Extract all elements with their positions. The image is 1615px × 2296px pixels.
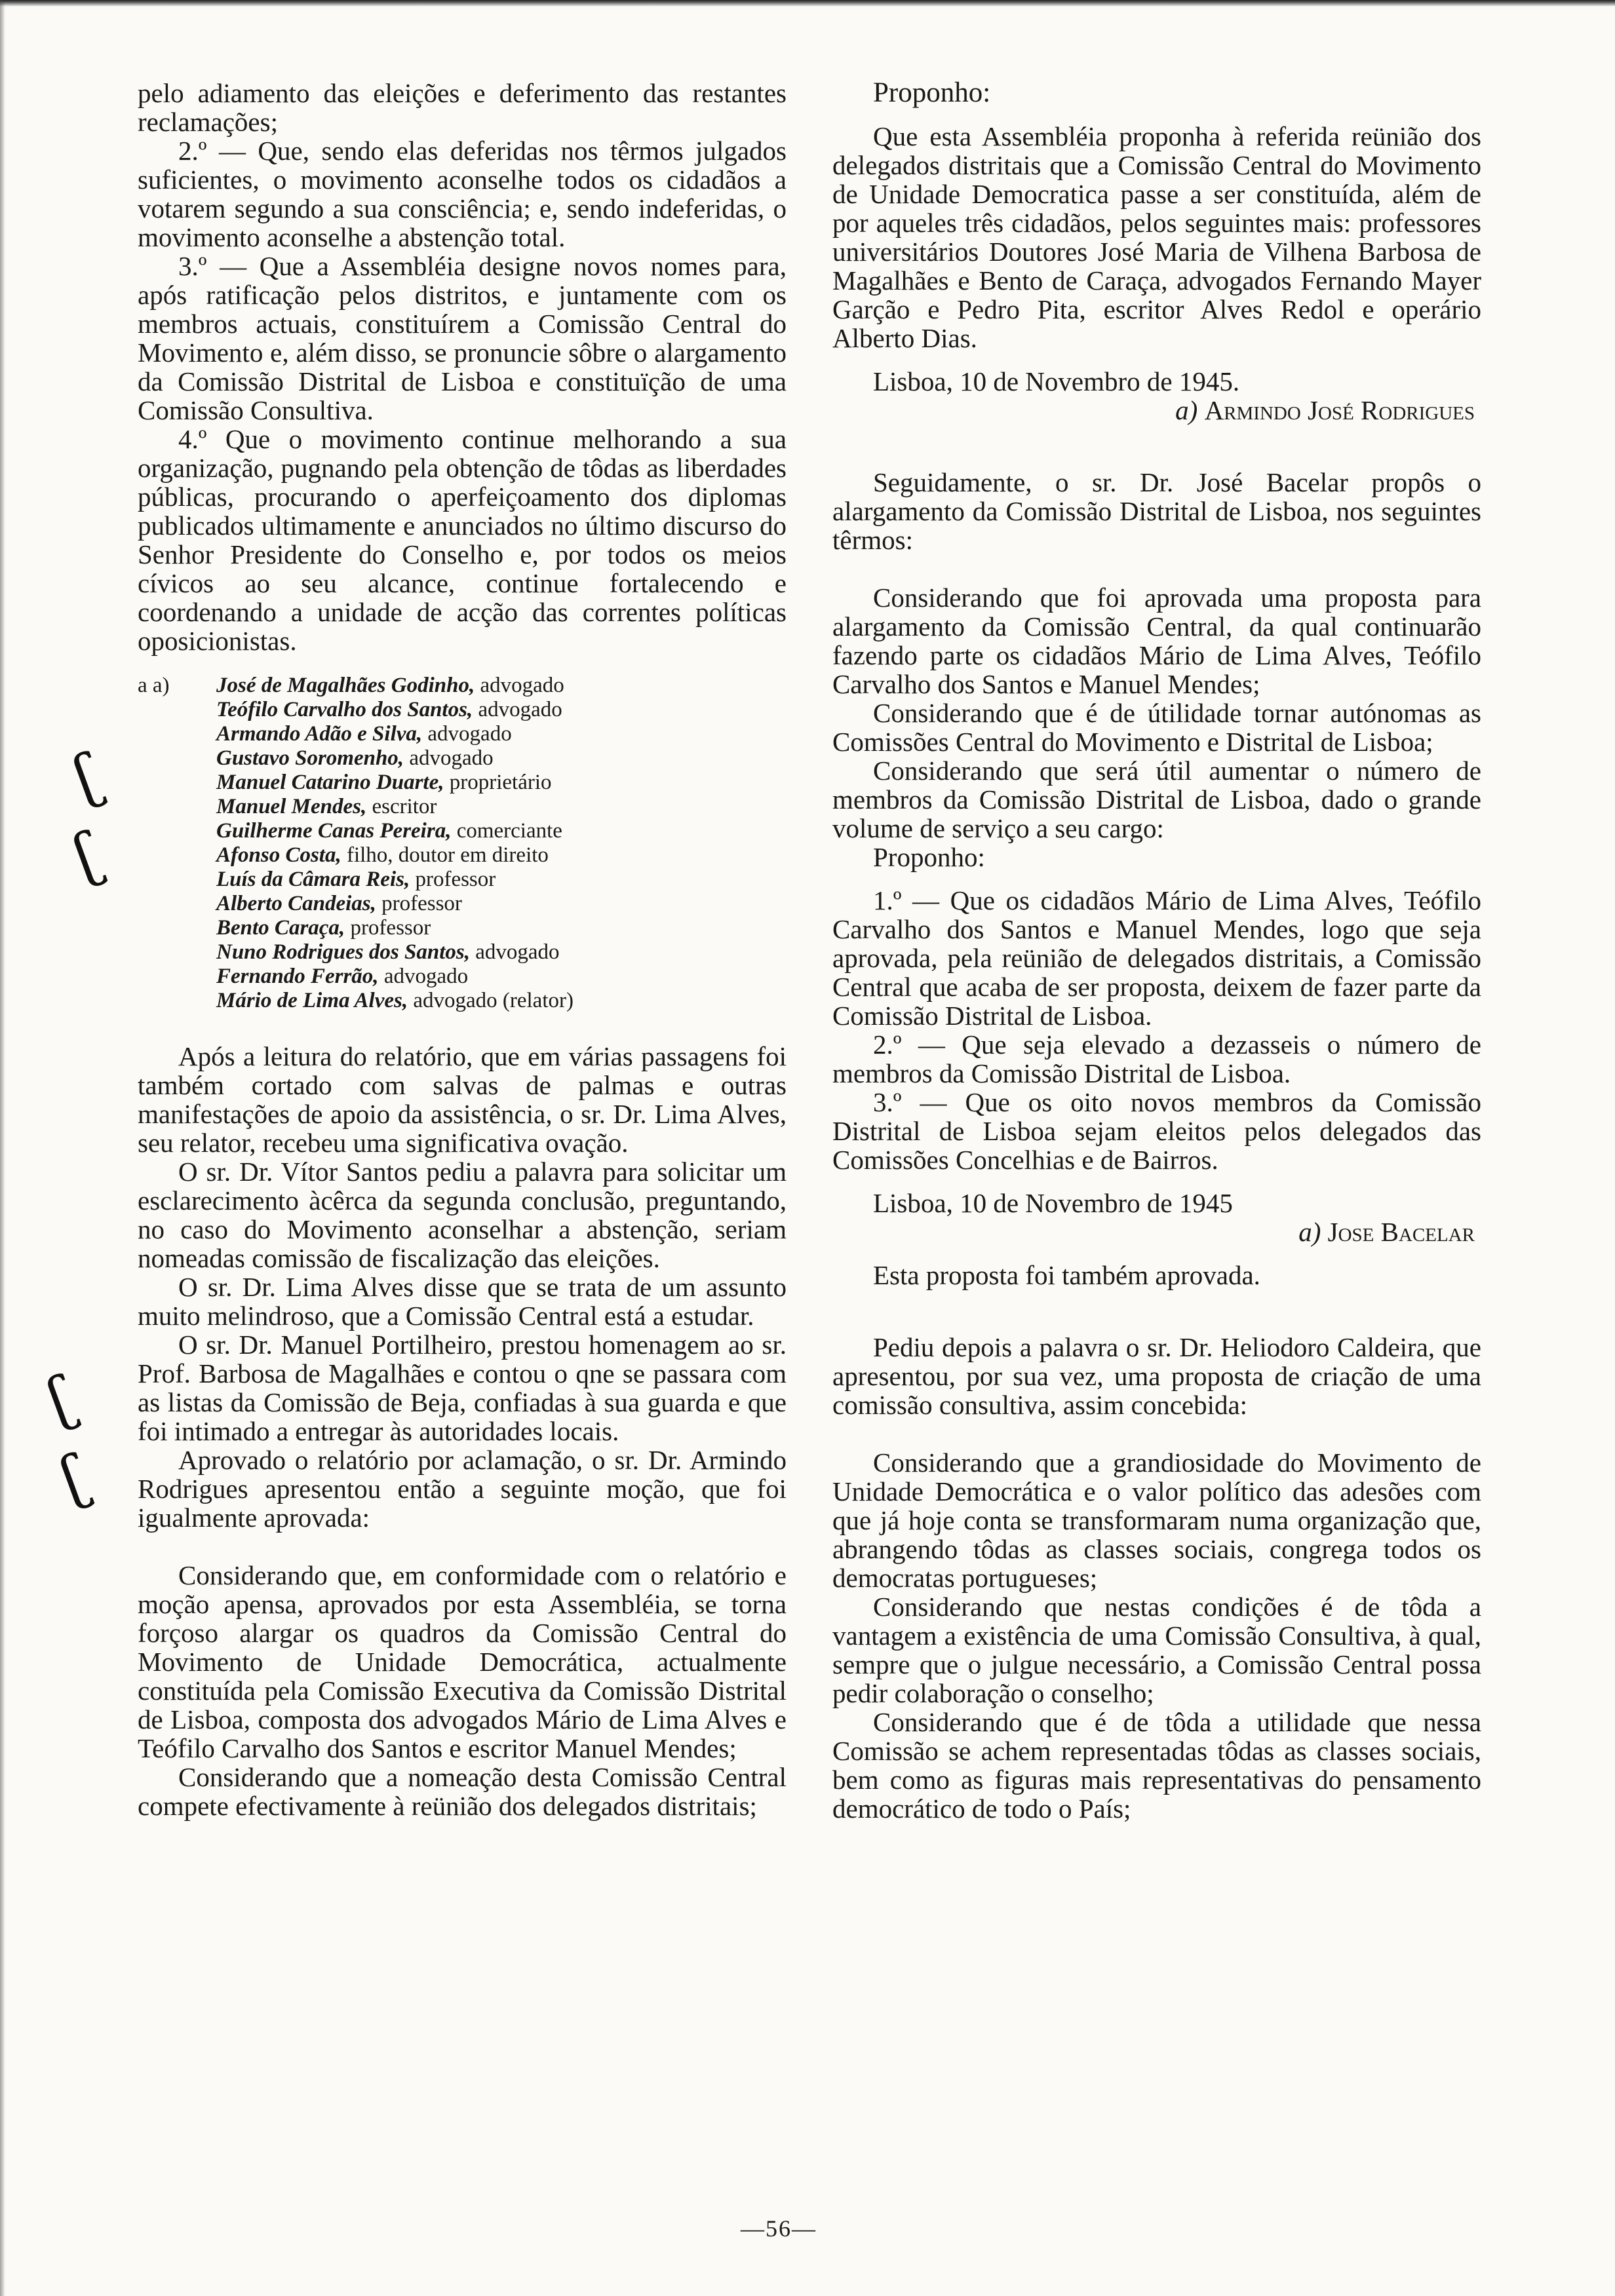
margin-mark: ʗ [38, 1362, 85, 1436]
signatory: Teófilo Carvalho dos Santos, advogado [216, 698, 562, 721]
date-line: Lisboa, 10 de Novembro de 1945. [873, 366, 1240, 396]
paragraph: Considerando que a nomeação desta Comissão Central compete efectivamente à reünião dos delegados distritais; [138, 1762, 787, 1821]
paragraph: O sr. Dr. Lima Alves disse que se trata de um assunto muito melindroso, que a Comissão Central está a estudar. [138, 1272, 787, 1331]
section-heading: Proponho: [873, 77, 991, 108]
paragraph: Considerando que a grandiosidade do Movimento de Unidade Democrática e o valor político das adesões com que já hoje conta se transformaram numa organização que, abrangendo tôdas as classes sociais, congrega todos os democratas portugueses; [832, 1447, 1481, 1593]
paragraph: 1.º — Que os cidadãos Mário de Lima Alves, Teófilo Carvalho dos Santos e Manuel Mendes, logo que seja aprovada, pela reünião de delegados distritais, a Comissão Central que acaba de ser proposta, deixem de fazer parte da Comissão Distrital de Lisboa. [832, 885, 1481, 1031]
signatory: Fernando Ferrão, advogado [216, 965, 469, 988]
paragraph: 3.º — Que a Assembléia designe novos nomes para, após ratificação pelos distritos, e juntamente com os membros actuais, constituírem a Comissão Central do Movimento e, além disso, se pronuncie sôbre o alargamento da Comissão Distrital de Lisboa e constituïção de uma Comissão Consultiva. [138, 251, 787, 425]
paragraph: Após a leitura do relatório, que em várias passagens foi também cortado com salvas de palmas e outras manifestações de apoio da assistência, o sr. Dr. Lima Alves, seu relator, recebeu uma significativa ovação. [138, 1041, 787, 1158]
signatory: José de Magalhães Godinho, advogado [216, 674, 564, 697]
paragraph: 4.º Que o movimento continue melhorando a sua organização, pugnando pela obtenção de tôdas as liberdades públicas, procurando o aperfeiçoamento dos diplomas publicados ultimamente e anunciados no último discurso do Senhor Presidente do Conselho e, por todos os meios cívicos ao seu alcance, continue fortalecendo e coordenando a unidade de acção das correntes políticas oposicionistas. [138, 424, 787, 656]
scan-top-edge [0, 0, 1615, 7]
paragraph: Considerando que nestas condições é de tôda a vantagem a existência de uma Comissão Consultiva, à qual, sempre que o julgue necessário, a Comissão Central possa pedir colaboração o conselho; [832, 1592, 1481, 1708]
paragraph: pelo adiamento das eleições e deferimento das restantes reclamações; [138, 78, 787, 137]
paragraph: Considerando que é de útilidade tornar autónomas as Comissões Central do Movimento e Distrital de Lisboa; [832, 698, 1481, 757]
signatory: Bento Caraça, professor [216, 916, 431, 940]
signatory: Manuel Catarino Duarte, proprietário [216, 771, 552, 794]
date-line: Lisboa, 10 de Novembro de 1945 [873, 1188, 1233, 1218]
paragraph: Seguidamente, o sr. Dr. José Bacelar propôs o alargamento da Comissão Distrital de Lisboa, nos seguintes têrmos: [832, 467, 1481, 555]
right-column [832, 79, 1481, 1823]
paragraph: Considerando que, em conformidade com o relatório e moção apensa, aprovados por esta Assembléia, se torna forçoso alargar os quadros da Comissão Central do Movimento de Unidade Democrática, actualmente constituída pela Comissão Executiva da Comissão Distrital de Lisboa, composta dos advogados Mário de Lima Alves e Teófilo Carvalho dos Santos e escritor Manuel Mendes; [138, 1560, 787, 1763]
paragraph: Pediu depois a palavra o sr. Dr. Heliodoro Caldeira, que apresentou, por sua vez, uma proposta de criação de uma comissão consultiva, assim concebida: [832, 1332, 1481, 1420]
left-column [138, 79, 787, 1820]
signatory: Gustavo Soromenho, advogado [216, 746, 494, 770]
page-number: —56— [741, 2215, 817, 2242]
scan-left-edge [0, 0, 5, 2296]
margin-mark: ʗ [64, 739, 111, 813]
signatory: Mário de Lima Alves, advogado (relator) [216, 989, 574, 1012]
paragraph: O sr. Dr. Vítor Santos pediu a palavra para solicitar um esclarecimento àcêrca da segunda conclusão, preguntando, no caso do Movimento aconselhar a abstenção, seriam nomeadas comissão de fiscalização das eleições. [138, 1157, 787, 1273]
signatory: Nuno Rodrigues dos Santos, advogado [216, 940, 560, 964]
signatory-names [216, 674, 787, 1013]
paragraph: O sr. Dr. Manuel Portilheiro, prestou homenagem ao sr. Prof. Barbosa de Magalhães e contou o qne se passara com as listas da Comissão de Beja, confiadas à sua guarda e que foi intimado a entregar às autoridades locais. [138, 1330, 787, 1446]
paragraph: 2.º — Que seja elevado a dezasseis o número de membros da Comissão Distrital de Lisboa. [832, 1029, 1481, 1088]
paragraph: 3.º — Que os oito novos membros da Comissão Distrital de Lisboa sejam eleitos pelos delegados das Comissões Concelhias e de Bairros. [832, 1087, 1481, 1175]
signature-line: a) Armindo José Rodrigues [1175, 395, 1475, 425]
signatory: Manuel Mendes, escritor [216, 795, 437, 818]
paragraph: Considerando que será útil aumentar o número de membros da Comissão Distrital de Lisboa, dado o grande volume de serviço a seu cargo: [832, 756, 1481, 843]
signatory-prefix: a a) [138, 674, 170, 697]
section-heading: Proponho: [873, 842, 985, 872]
signatory: Luís da Câmara Reis, professor [216, 868, 496, 891]
margin-mark: ʗ [51, 1440, 98, 1514]
paragraph: 2.º — Que, sendo elas deferidas nos têrmos julgados suficientes, o movimento aconselhe todos os cidadãos a votarem segundo a sua consciência; e, sendo indeferidas, o movimento aconselhe a abstenção total. [138, 136, 787, 252]
signatory: Alberto Candeias, professor [216, 892, 462, 915]
paragraph: Considerando que foi aprovada uma proposta para alargamento da Comissão Central, da qual continuarão fazendo parte os cidadãos Mário de Lima Alves, Teófilo Carvalho dos Santos e Manuel Mendes; [832, 583, 1481, 699]
paragraph: Considerando que é de tôda a utilidade que nessa Comissão se achem representadas tôdas as classes sociais, bem como as figuras mais representativas do pensamento democrático de todo o País; [832, 1707, 1481, 1824]
signatory: Afonso Costa, filho, doutor em direito [216, 843, 549, 867]
signatory: Armando Adão e Silva, advogado [216, 722, 512, 746]
margin-mark: ʗ [64, 818, 111, 892]
signature-line: a) Jose Bacelar [1298, 1217, 1475, 1247]
paragraph: Que esta Assembléia proponha à referida reünião dos delegados distritais que a Comissão Central do Movimento de Unidade Democratica passe a ser constituída, além de por aqueles três cidadãos, pelos seguintes mais: professores universitários Doutores José Maria de Vilhena Barbosa de Magalhães e Bento de Caraça, advogados Fernando Mayer Garção e Pedro Pita, escritor Alves Redol e operário Alberto Dias. [832, 121, 1481, 353]
paragraph: Aprovado o relatório por aclamação, o sr. Dr. Armindo Rodrigues apresentou então a seguinte moção, que foi igualmente aprovada: [138, 1445, 787, 1533]
signatory-list [138, 674, 787, 1013]
paragraph: Esta proposta foi também aprovada. [873, 1260, 1260, 1290]
signatory: Guilherme Canas Pereira, comerciante [216, 819, 562, 843]
